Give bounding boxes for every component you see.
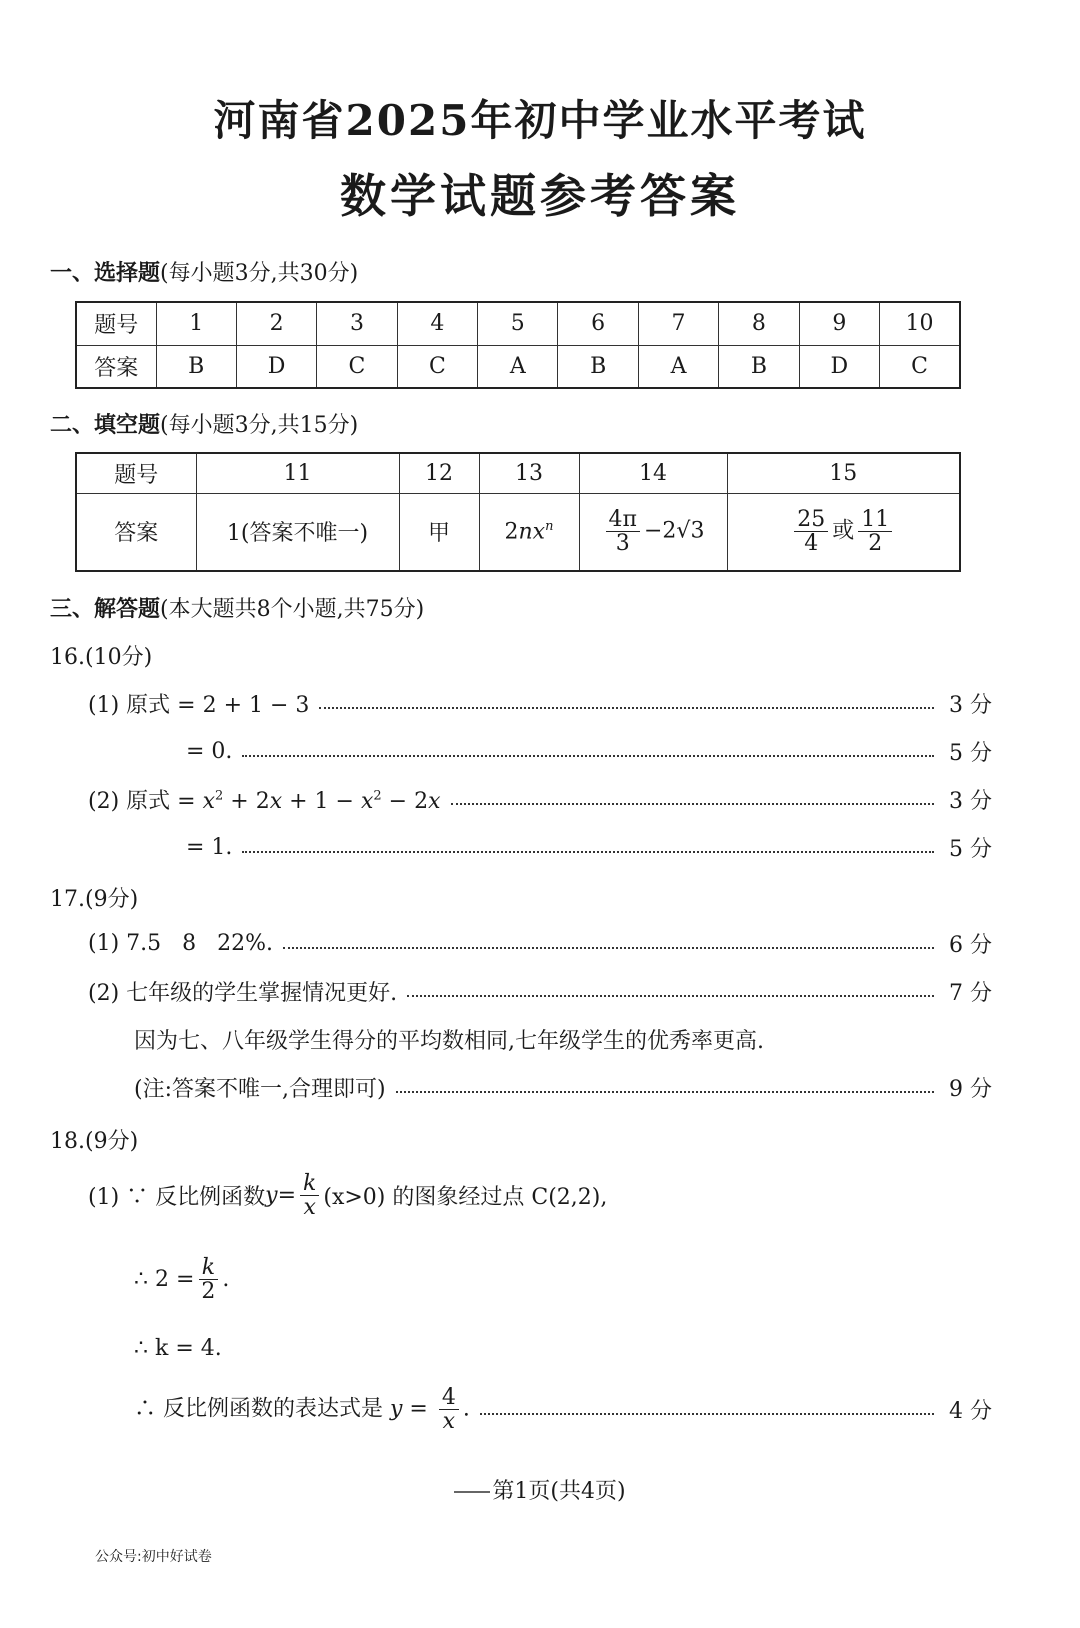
row-label-question: 题号 — [76, 453, 196, 493]
answer-14 — [579, 493, 727, 571]
a14-fraction — [606, 508, 640, 555]
q16-step4 — [186, 832, 992, 863]
row-label-answer: 答案 — [76, 493, 196, 571]
q17-step4-text: (注:答案不唯一,合理即可) — [134, 1077, 386, 1102]
section2-heading — [50, 408, 358, 439]
q18-step4 — [134, 1386, 992, 1433]
section3-note: (本大题共8个小题,共75分) — [160, 597, 425, 622]
q16-heading: 16.(10分) — [50, 645, 153, 670]
score-label: 9 分 — [949, 1077, 992, 1102]
a15-fraction-2 — [858, 508, 892, 555]
score-label: 3 分 — [949, 693, 992, 718]
q17-step2-text: (2) 七年级的学生掌握情况更好. — [88, 981, 398, 1006]
section2-note: (每小题3分,共15分) — [160, 413, 359, 438]
answer-13 — [479, 493, 579, 571]
watermark: 公众号:初中好试卷 — [95, 1549, 212, 1565]
table-row — [76, 493, 960, 571]
q18-step4-text: ∴ 反比例函数的表达式是 y = $\frac{4}{x}$ . — [134, 1385, 470, 1435]
answer-cell: B — [719, 345, 799, 388]
q16-step2-text: = 0. — [186, 739, 233, 764]
leader-dots — [242, 851, 934, 853]
answer-cell: D — [799, 345, 879, 388]
a13-var: nx — [518, 519, 546, 545]
question-number: 15 — [727, 453, 960, 493]
question-number: 8 — [719, 302, 799, 345]
a14-num: 4π — [606, 508, 640, 532]
q17-step3: 因为七、八年级学生得分的平均数相同,七年级学生的优秀率更高. — [134, 1029, 764, 1054]
q18-heading: 18.(9分) — [50, 1129, 139, 1154]
question-number: 7 — [638, 302, 718, 345]
page-footer — [0, 1474, 1080, 1505]
q17-step1 — [88, 928, 992, 959]
question-number: 3 — [317, 302, 397, 345]
a15-fraction-1 — [794, 508, 828, 555]
q18-step2: ∴ 2 = $\frac{k}{2}$ . — [134, 1255, 230, 1305]
q16-step1 — [88, 688, 992, 719]
footer-dash — [454, 1491, 490, 1493]
a15-or: 或 — [832, 518, 855, 544]
q16-step3 — [88, 784, 992, 815]
question-number: 6 — [558, 302, 638, 345]
a13-exp: n — [545, 519, 554, 535]
answer-cell: A — [478, 345, 558, 388]
answer-cell: B — [156, 345, 236, 388]
q17-step1-text: (1) 7.5 8 22%. — [88, 931, 273, 956]
question-number: 1 — [156, 302, 236, 345]
q18-fraction-k-over-x: $\frac{k}{x}$ — [300, 1172, 319, 1219]
exam-title: 河南省2025年初中学业水平考试 — [213, 96, 867, 145]
q16-step3-text: (2) 原式 = $x^2 + 2x + 1 - x^2 - 2x$ — [88, 788, 441, 814]
score-label: 5 分 — [949, 837, 992, 862]
question-number: 12 — [399, 453, 479, 493]
leader-dots — [480, 1413, 934, 1415]
row-label-question: 题号 — [76, 302, 156, 345]
question-number: 9 — [799, 302, 879, 345]
leader-dots — [407, 995, 934, 997]
answer-cell: D — [236, 345, 316, 388]
section1-heading — [50, 256, 358, 287]
section2-head: 二、填空题 — [50, 412, 161, 438]
q17-step2 — [88, 976, 992, 1007]
question-number: 5 — [478, 302, 558, 345]
section1-head: 一、选择题 — [50, 260, 161, 286]
answer-11: 1(答案不唯一) — [196, 493, 399, 571]
question-number: 4 — [397, 302, 477, 345]
a15-den1: 4 — [804, 531, 819, 557]
fill-blank-answer-table — [75, 452, 961, 572]
answer-cell: A — [638, 345, 718, 388]
a15-num2: 11 — [858, 508, 892, 532]
question-number: 10 — [880, 302, 960, 345]
q16-step4-text: = 1. — [186, 835, 233, 860]
a13-coef: 2 — [504, 519, 519, 545]
answer-15 — [727, 493, 960, 571]
q17-step4 — [134, 1072, 992, 1103]
section3-heading — [50, 592, 424, 623]
a15-den2: 2 — [868, 531, 883, 557]
q16-step1-text: (1) 原式 = 2 + 1 − 3 — [88, 693, 310, 718]
answer-12: 甲 — [399, 493, 479, 571]
score-label: 3 分 — [949, 789, 992, 814]
a15-num1: 25 — [794, 508, 828, 532]
answer-cell: C — [397, 345, 477, 388]
table-row — [76, 345, 960, 388]
leader-dots — [242, 755, 934, 757]
choice-answer-table — [75, 301, 961, 389]
answer-cell: B — [558, 345, 638, 388]
answer-cell: C — [880, 345, 960, 388]
table-row — [76, 453, 960, 493]
score-label: 5 分 — [949, 741, 992, 766]
q17-heading: 17.(9分) — [50, 887, 139, 912]
score-label: 4 分 — [949, 1399, 992, 1425]
score-label: 7 分 — [949, 981, 992, 1006]
question-number: 11 — [196, 453, 399, 493]
leader-dots — [319, 707, 934, 709]
q18-fraction-4-over-x: $\frac{4}{x}$ — [439, 1386, 459, 1433]
question-number: 2 — [236, 302, 316, 345]
score-label: 6 分 — [949, 933, 992, 958]
row-label-answer: 答案 — [76, 345, 156, 388]
leader-dots — [283, 947, 934, 949]
section3-head: 三、解答题 — [50, 596, 161, 622]
q16-step2 — [186, 736, 992, 767]
q18-step3: ∴ k = 4. — [134, 1336, 222, 1361]
exam-subtitle: 数学试题参考答案 — [340, 169, 740, 223]
a14-rest: −2√3 — [644, 518, 705, 544]
q18-step1: (1) ∵ 反比例函数 y = $\frac{k}{x}$ (x>0) 的图象经过点 C(2,2), — [88, 1171, 608, 1221]
answer-cell: C — [317, 345, 397, 388]
section1-note: (每小题3分,共30分) — [160, 261, 359, 286]
table-row — [76, 302, 960, 345]
leader-dots — [396, 1091, 934, 1093]
q18-fraction-k-over-2: $\frac{k}{2}$ — [198, 1256, 218, 1303]
a14-den: 3 — [615, 531, 630, 557]
leader-dots — [451, 803, 934, 805]
page-number: 第1页(共4页) — [492, 1479, 626, 1504]
question-number: 14 — [579, 453, 727, 493]
question-number: 13 — [479, 453, 579, 493]
